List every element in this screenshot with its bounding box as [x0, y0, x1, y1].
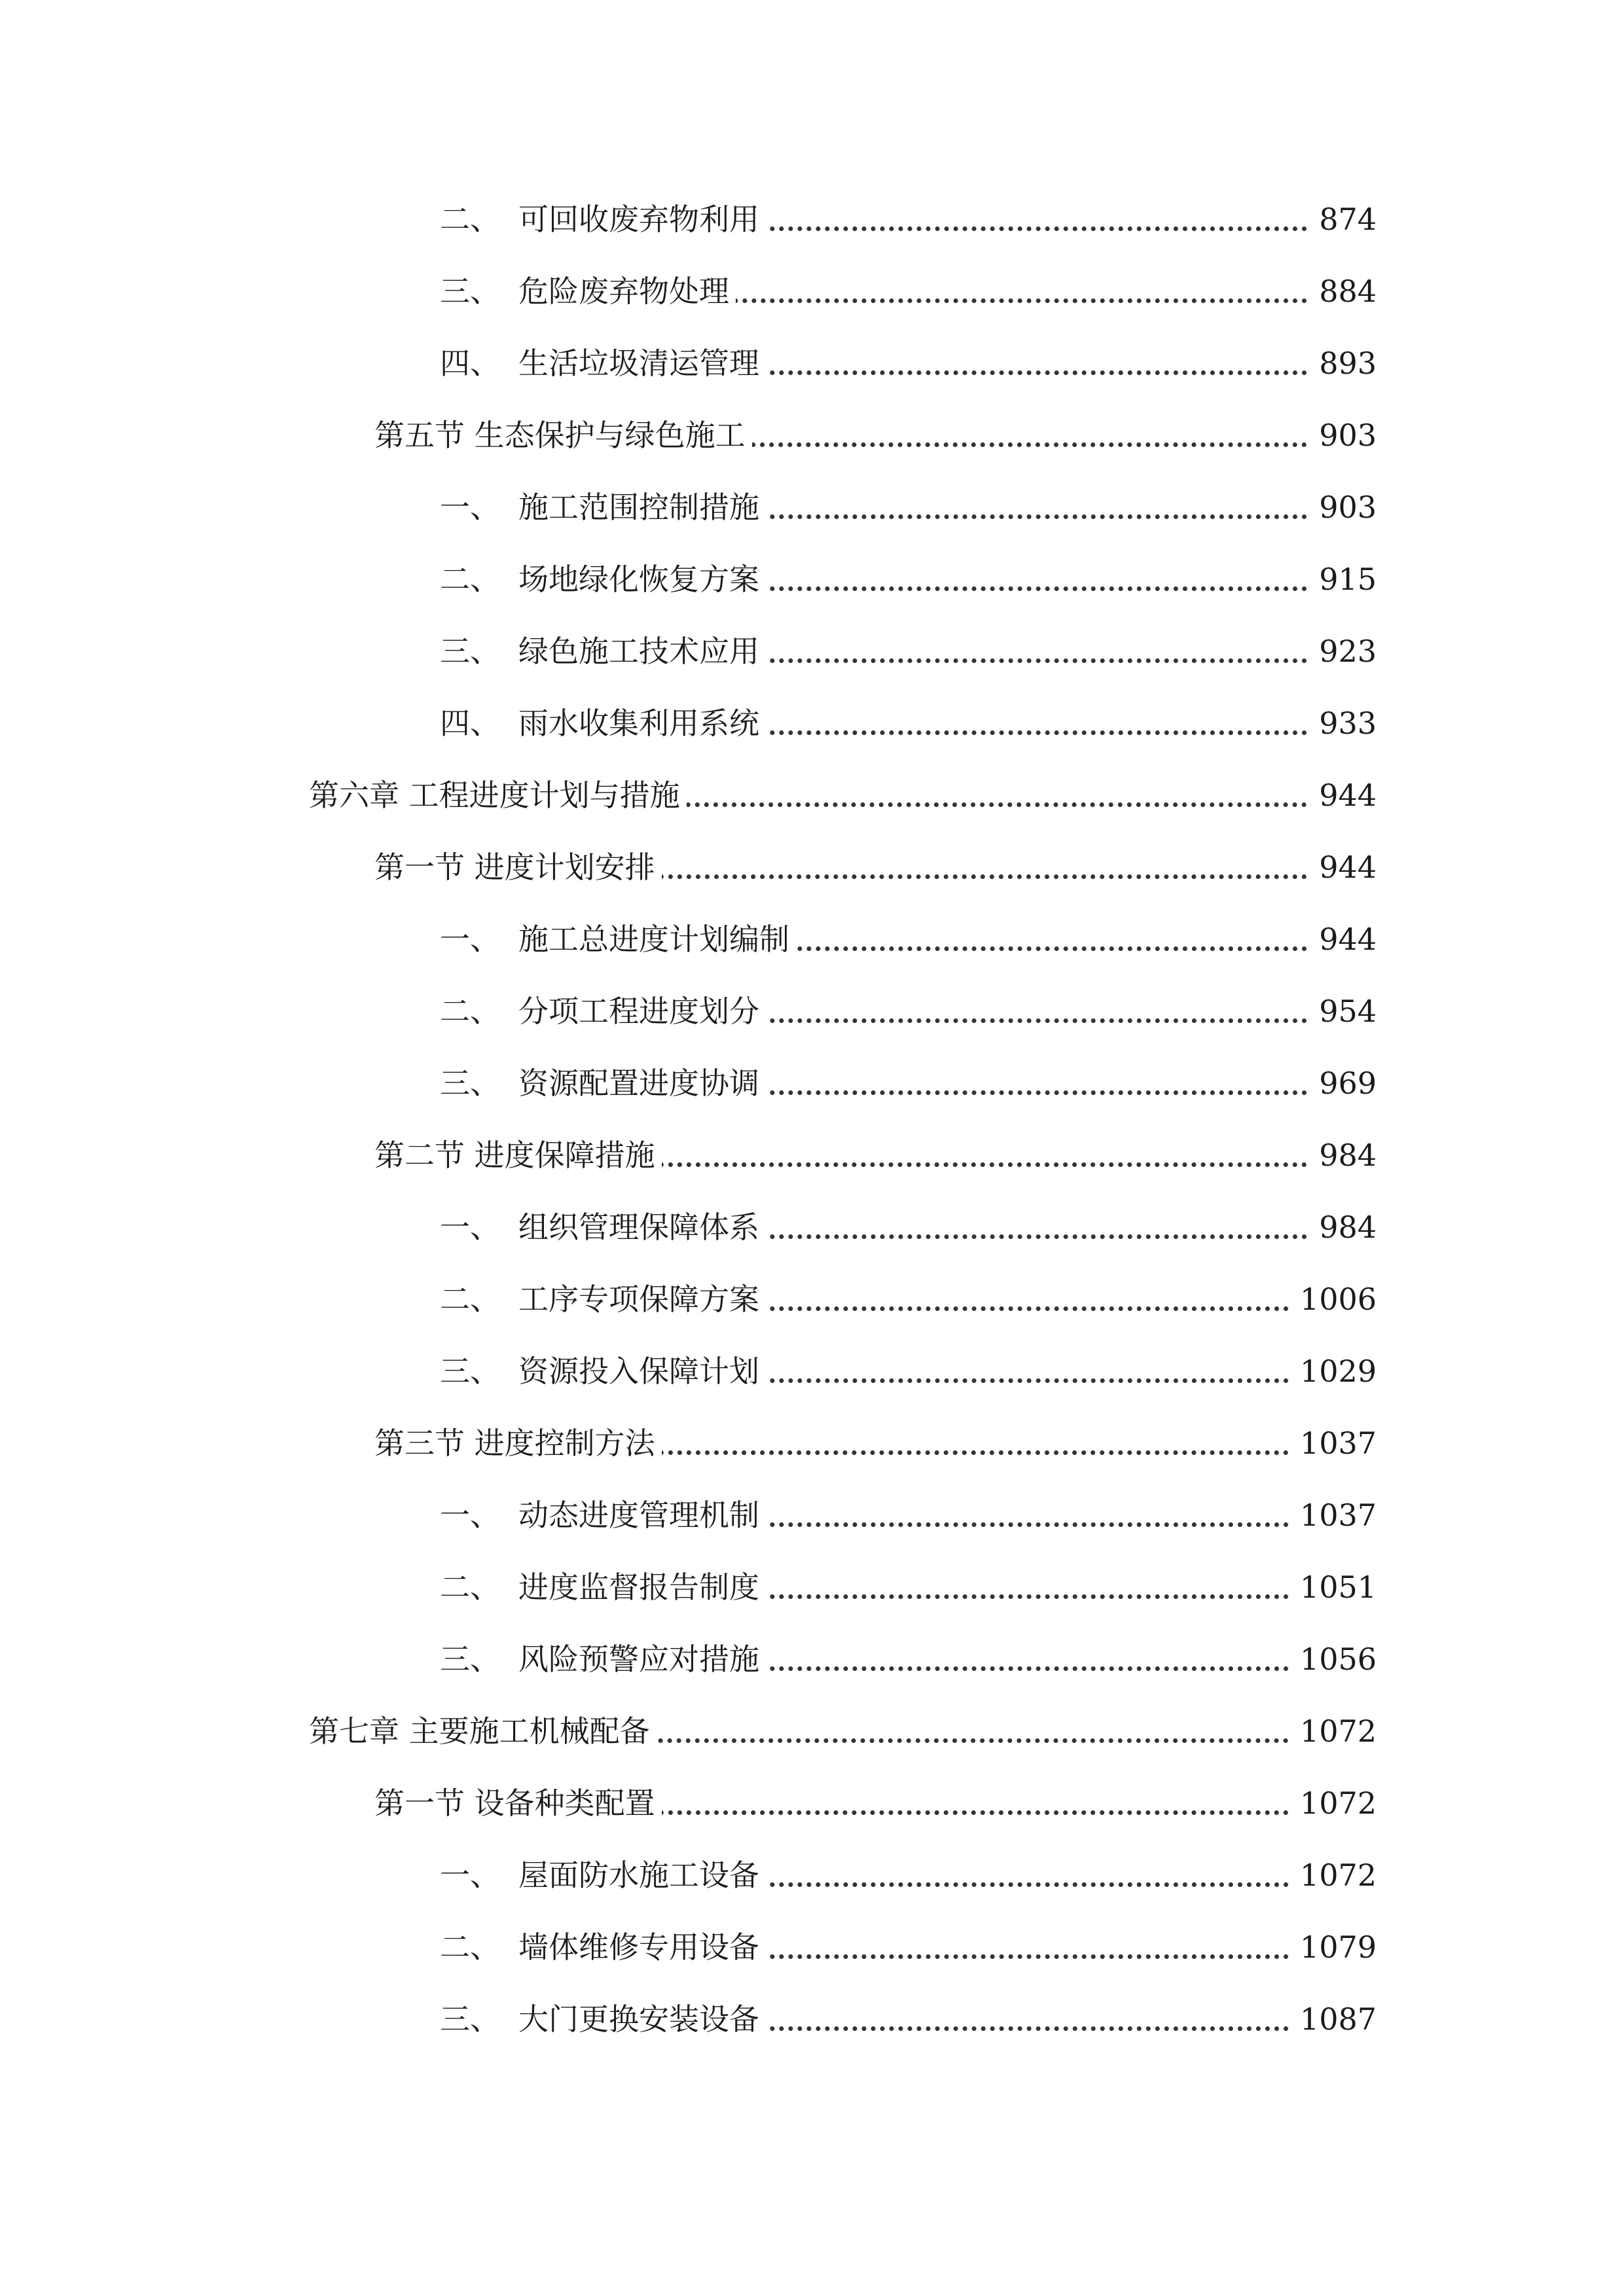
toc-entry-number: 第二节	[374, 1138, 465, 1173]
toc-entry-title	[440, 1352, 766, 1391]
toc-entry-page-number: 1051	[1292, 1568, 1377, 1607]
toc-entry-number: 二、	[440, 1929, 500, 1965]
toc-entry-text: 屋面防水施工设备	[518, 1857, 759, 1893]
toc-entry-page-number: 944	[1311, 848, 1377, 887]
toc-entry-page-number: 933	[1311, 704, 1377, 743]
toc-entry-page-number: 903	[1311, 416, 1377, 455]
toc-entry-number: 二、	[440, 562, 500, 597]
toc-entry-text: 资源配置进度协调	[518, 1066, 759, 1101]
toc-entry[interactable]	[0, 1561, 1624, 1613]
toc-entry[interactable]	[0, 1489, 1624, 1541]
toc-entry-text: 施工总进度计划编制	[518, 922, 789, 957]
toc-entry-text: 场地绿化恢复方案	[518, 562, 759, 597]
toc-entry-page-number: 954	[1311, 992, 1377, 1031]
toc-entry[interactable]	[0, 841, 1624, 893]
toc-entry-number: 二、	[440, 1570, 500, 1605]
toc-entry-title	[440, 272, 736, 311]
toc-entry-page-number: 1072	[1292, 1784, 1377, 1823]
toc-entry-text: 主要施工机械配备	[408, 1713, 650, 1749]
toc-entry[interactable]	[0, 1273, 1624, 1325]
toc-entry-page-number: 1072	[1292, 1856, 1377, 1895]
toc-entry-page-number: 1087	[1292, 2000, 1377, 2039]
toc-entry-number: 一、	[440, 490, 500, 525]
toc-entry-title	[440, 632, 766, 671]
toc-entry-title	[440, 488, 766, 527]
toc-entry-title	[440, 2000, 766, 2039]
toc-entry-title	[440, 1208, 766, 1247]
toc-entry-page-number: 984	[1311, 1136, 1377, 1175]
toc-entry-text: 设备种类配置	[474, 1785, 655, 1821]
toc-entry[interactable]	[0, 481, 1624, 533]
toc-entry-number: 三、	[440, 2001, 500, 2037]
toc-entry-number: 三、	[440, 1354, 500, 1389]
toc-entry-title	[440, 1640, 766, 1679]
toc-entry[interactable]	[0, 553, 1624, 605]
toc-entry-number: 二、	[440, 994, 500, 1029]
toc-entry-number: 三、	[440, 634, 500, 669]
toc-entry-text: 风险预警应对措施	[518, 1641, 759, 1677]
toc-entry-title	[440, 920, 796, 959]
toc-entry-title	[440, 1856, 766, 1895]
toc-entry[interactable]	[0, 409, 1624, 461]
toc-entry-title	[374, 1424, 662, 1463]
toc-entry[interactable]	[0, 265, 1624, 317]
toc-entry-title	[374, 416, 752, 455]
toc-entry-page-number: 1006	[1292, 1280, 1377, 1319]
toc-entry-title	[374, 848, 662, 887]
toc-entry-title	[440, 1064, 766, 1103]
toc-entry-text: 分项工程进度划分	[518, 994, 759, 1029]
toc-entry-title	[440, 992, 766, 1031]
toc-entry-number: 二、	[440, 202, 500, 237]
toc-entry-text: 工程进度计划与措施	[408, 778, 680, 813]
toc-entry-page-number: 1056	[1292, 1640, 1377, 1679]
toc-entry-number: 第三节	[374, 1426, 465, 1461]
toc-entry-number: 第七章	[309, 1713, 399, 1749]
toc-entry-page-number: 923	[1311, 632, 1377, 671]
toc-entry-page-number: 944	[1311, 920, 1377, 959]
toc-entry-number: 四、	[440, 346, 500, 381]
toc-entry-text: 资源投入保障计划	[518, 1354, 759, 1389]
toc-entry-title	[309, 1712, 657, 1751]
toc-entry-title	[440, 1280, 766, 1319]
toc-entry-text: 进度监督报告制度	[518, 1570, 759, 1605]
toc-entry-number: 一、	[440, 1498, 500, 1533]
toc-entry-title	[440, 560, 766, 599]
toc-entry-text: 工序专项保障方案	[518, 1282, 759, 1317]
toc-entry[interactable]	[0, 1417, 1624, 1469]
toc-entry-page-number: 903	[1311, 488, 1377, 527]
toc-entry[interactable]	[0, 193, 1624, 245]
toc-entry-text: 绿色施工技术应用	[518, 634, 759, 669]
toc-entry-number: 三、	[440, 1641, 500, 1677]
toc-entry-page-number: 1079	[1292, 1928, 1377, 1967]
toc-entry-number: 第六章	[309, 778, 399, 813]
toc-entry[interactable]	[0, 1345, 1624, 1397]
toc-entry-text: 生活垃圾清运管理	[518, 346, 759, 381]
toc-entry-text: 雨水收集利用系统	[518, 706, 759, 741]
toc-entry-title	[440, 704, 766, 743]
toc-entry-page-number: 984	[1311, 1208, 1377, 1247]
toc-entry-page-number: 874	[1311, 200, 1377, 239]
toc-entry-number: 第五节	[374, 418, 465, 453]
toc-entry-number: 第一节	[374, 1785, 465, 1821]
toc-entry-page-number: 969	[1311, 1064, 1377, 1103]
toc-entry[interactable]	[0, 985, 1624, 1037]
toc-entry-title	[374, 1136, 662, 1175]
toc-entry-text: 大门更换安装设备	[518, 2001, 759, 2037]
toc-entry-number: 一、	[440, 922, 500, 957]
toc-entry-number: 四、	[440, 706, 500, 741]
toc-entry-text: 危险废弃物处理	[518, 274, 729, 309]
toc-entry-number: 三、	[440, 274, 500, 309]
toc-entry-title	[440, 200, 766, 239]
toc-entry-title	[440, 1496, 766, 1535]
toc-entry[interactable]	[0, 337, 1624, 389]
toc-entry[interactable]	[0, 697, 1624, 749]
toc-entry-text: 生态保护与绿色施工	[474, 418, 746, 453]
toc-entry-number: 一、	[440, 1857, 500, 1893]
toc-entry-page-number: 1037	[1292, 1496, 1377, 1535]
toc-entry-page-number: 893	[1311, 344, 1377, 383]
toc-entry[interactable]	[0, 1993, 1624, 2045]
toc-entry-text: 进度计划安排	[474, 850, 655, 885]
toc-entry-number: 三、	[440, 1066, 500, 1101]
toc-entry[interactable]	[0, 1201, 1624, 1253]
toc-entry[interactable]	[0, 1129, 1624, 1181]
toc-entry-page-number: 1072	[1292, 1712, 1377, 1751]
toc-entry-page-number: 915	[1311, 560, 1377, 599]
toc-entry-title	[440, 344, 766, 383]
toc-entry[interactable]	[0, 1921, 1624, 1973]
toc-entry-text: 可回收废弃物利用	[518, 202, 759, 237]
toc-entry-text: 进度控制方法	[474, 1426, 655, 1461]
toc-entry-title	[440, 1928, 766, 1967]
toc-entry-title	[374, 1784, 662, 1823]
toc-entry-page-number: 944	[1311, 776, 1377, 815]
toc-entry-text: 进度保障措施	[474, 1138, 655, 1173]
toc-entry-page-number: 1037	[1292, 1424, 1377, 1463]
toc-entry[interactable]	[0, 769, 1624, 821]
toc-entry-text: 墙体维修专用设备	[518, 1929, 759, 1965]
toc-entry-number: 第一节	[374, 850, 465, 885]
toc-entry-title	[440, 1568, 766, 1607]
toc-entry-title	[309, 776, 687, 815]
toc-entry-page-number: 884	[1311, 272, 1377, 311]
toc-entry[interactable]	[0, 1057, 1624, 1109]
toc-entry-text: 动态进度管理机制	[518, 1498, 759, 1533]
toc-entry[interactable]	[0, 1849, 1624, 1901]
toc-entry[interactable]	[0, 913, 1624, 965]
toc-entry-number: 一、	[440, 1210, 500, 1245]
toc-entry-text: 施工范围控制措施	[518, 490, 759, 525]
toc-entry[interactable]	[0, 1633, 1624, 1685]
toc-entry-text: 组织管理保障体系	[518, 1210, 759, 1245]
toc-entry[interactable]	[0, 1705, 1624, 1757]
toc-entry[interactable]	[0, 1777, 1624, 1829]
toc-entry[interactable]	[0, 625, 1624, 677]
toc-entry-number: 二、	[440, 1282, 500, 1317]
toc-entry-page-number: 1029	[1292, 1352, 1377, 1391]
